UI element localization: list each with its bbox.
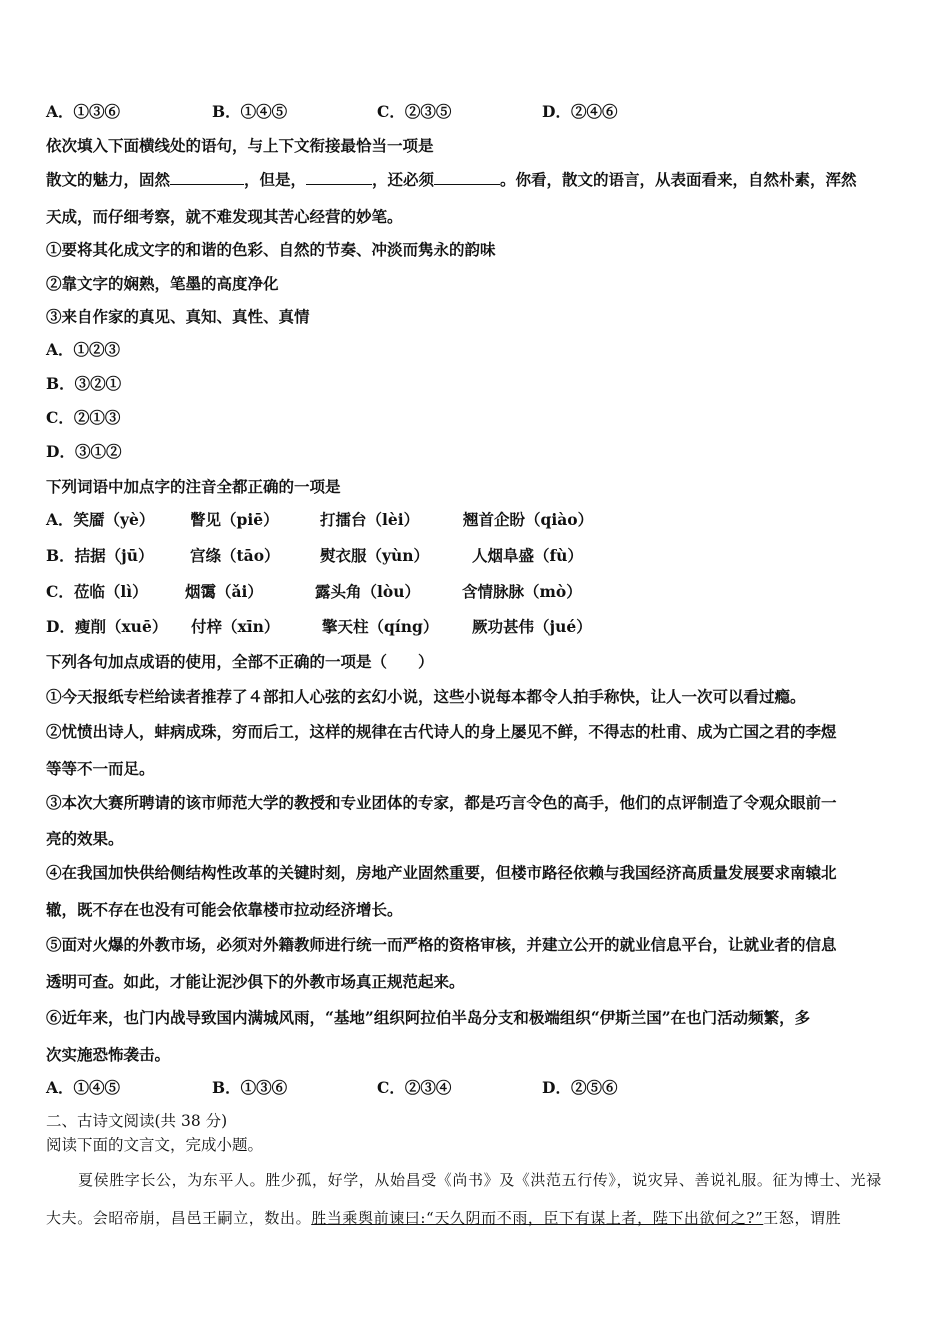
idiom-sentence-5: ⑤面对火爆的外教市场，必须对外籍教师进行统一而严格的资格审核，并建立公开的就业信息平台，让就业者的信息 bbox=[46, 935, 837, 954]
idiom-sentence-2-cont: 等等不一而足。 bbox=[46, 759, 155, 778]
underlined-sentence: 胜当乘舆前谏曰:“天久阴而不雨，臣下有谋上者，陛下出欲何之?” bbox=[311, 1209, 764, 1227]
fill-option-a: A．①②③ bbox=[46, 340, 121, 359]
idiom-sentence-6: ⑥近年来，也门内战导致国内满城风雨，“基地”组织阿拉伯半岛分支和极端组织“伊斯兰国”在也门活动频繁，多 bbox=[46, 1008, 811, 1027]
fill-item-3: ③来自作家的真见、真知、真性、真情 bbox=[46, 307, 310, 326]
fill-item-2: ②靠文字的娴熟，笔墨的高度净化 bbox=[46, 274, 279, 293]
idiom-sentence-4-cont: 辙，既不存在也没有可能会依靠楼市拉动经济增长。 bbox=[46, 900, 403, 919]
answer-blank-1 bbox=[170, 170, 244, 185]
fill-question-stem: 依次填入下面横线处的语句，与上下文衔接最恰当一项是 bbox=[46, 136, 434, 155]
fill-option-c: C．②①③ bbox=[46, 408, 121, 427]
pinyin-a-2: 瞥见（piē） bbox=[190, 510, 279, 529]
idiom-sentence-3-cont: 亮的效果。 bbox=[46, 829, 124, 848]
section-title: 二、古诗文阅读(共 38 分) bbox=[46, 1112, 228, 1130]
fill-item-1: ①要将其化成文字的和谐的色彩、自然的节奏、冲淡而隽永的韵味 bbox=[46, 240, 496, 259]
idiom-sentence-6-cont: 次实施恐怖袭击。 bbox=[46, 1045, 171, 1064]
idiom-option-c: C．②③④ bbox=[377, 1078, 452, 1097]
fill-passage-part2: ，但是， bbox=[244, 170, 307, 189]
pinyin-d-3: 擎天柱（qíng） bbox=[322, 617, 439, 636]
classical-text-line1: 夏侯胜字长公，为东平人。胜少孤，好学，从始昌受《尚书》及《洪范五行传》，说灾异、善说礼服。征为博士、光禄 bbox=[78, 1171, 882, 1189]
pinyin-c-3: 露头角（lòu） bbox=[315, 582, 420, 601]
answer-blank-2 bbox=[306, 170, 372, 185]
pinyin-b-1: B．拮据（jū） bbox=[46, 546, 154, 565]
classical-text-part1: 大夫。会昭帝崩，昌邑王嗣立，数出。 bbox=[46, 1209, 312, 1227]
pinyin-a-3: 打擂台（lèi） bbox=[320, 510, 420, 529]
pinyin-b-4: 人烟阜盛（fù） bbox=[472, 546, 583, 565]
idiom-option-a: A．①④⑤ bbox=[46, 1078, 121, 1097]
idiom-sentence-4: ④在我国加快供给侧结构性改革的关键时刻，房地产业固然重要，但楼市路径依赖与我国经济高质量发展要求南辕北 bbox=[46, 863, 837, 882]
answer-blank-3 bbox=[434, 170, 500, 185]
idiom-sentence-2: ②忧愤出诗人，蚌病成珠，穷而后工，这样的规律在古代诗人的身上屡见不鲜，不得志的杜甫、成为亡国之君的李煜 bbox=[46, 722, 837, 741]
fill-option-b: B．③②① bbox=[46, 374, 122, 393]
pinyin-c-1: C．莅临（lì） bbox=[46, 582, 148, 601]
prev-option-d: D．②④⑥ bbox=[542, 102, 618, 121]
classical-text-part2: 王怒，谓胜 bbox=[763, 1209, 842, 1227]
pinyin-c-4: 含情脉脉（mò） bbox=[462, 582, 582, 601]
pinyin-question-stem: 下列词语中加点字的注音全都正确的一项是 bbox=[46, 477, 341, 496]
idiom-option-d: D．②⑤⑥ bbox=[542, 1078, 618, 1097]
idiom-question-stem: 下列各句加点成语的使用，全部不正确的一项是（ ） bbox=[46, 652, 434, 671]
section-instruction: 阅读下面的文言文，完成小题。 bbox=[46, 1136, 264, 1154]
fill-option-d: D．③①② bbox=[46, 442, 122, 461]
prev-option-c: C．②③⑤ bbox=[377, 102, 452, 121]
classical-text-line2 bbox=[46, 1207, 841, 1229]
pinyin-c-2: 烟霭（ǎi） bbox=[185, 582, 263, 601]
idiom-sentence-5-cont: 透明可查。如此，才能让泥沙俱下的外教市场真正规范起来。 bbox=[46, 972, 465, 991]
pinyin-d-1: D．瘦削（xuē） bbox=[46, 617, 168, 636]
prev-option-a: A．①③⑥ bbox=[46, 102, 121, 121]
fill-passage-line1 bbox=[46, 169, 857, 191]
idiom-sentence-3: ③本次大赛所聘请的该市师范大学的教授和专业团体的专家，都是巧言令色的高手，他们的点评制造了令观众眼前一 bbox=[46, 793, 837, 812]
pinyin-a-1: A．笑靥（yè） bbox=[46, 510, 155, 529]
fill-passage-part1: 散文的魅力，固然 bbox=[46, 170, 171, 189]
pinyin-d-4: 厥功甚伟（jué） bbox=[472, 617, 592, 636]
pinyin-b-3: 熨衣服（yùn） bbox=[320, 546, 430, 565]
pinyin-b-2: 宫绦（tāo） bbox=[190, 546, 280, 565]
fill-passage-line2: 天成，而仔细考察，就不难发现其苦心经营的妙笔。 bbox=[46, 207, 403, 226]
pinyin-a-4: 翘首企盼（qiào） bbox=[463, 510, 594, 529]
pinyin-d-2: 付梓（xīn） bbox=[191, 617, 280, 636]
idiom-option-b: B．①③⑥ bbox=[212, 1078, 288, 1097]
fill-passage-part4: 。你看，散文的语言，从表面看来，自然朴素，浑然 bbox=[500, 170, 857, 189]
idiom-sentence-1: ①今天报纸专栏给读者推荐了４部扣人心弦的玄幻小说，这些小说每本都令人拍手称快，让人一次可以看过瘾。 bbox=[46, 687, 806, 706]
prev-option-b: B．①④⑤ bbox=[212, 102, 288, 121]
fill-passage-part3: ，还必须 bbox=[372, 170, 435, 189]
